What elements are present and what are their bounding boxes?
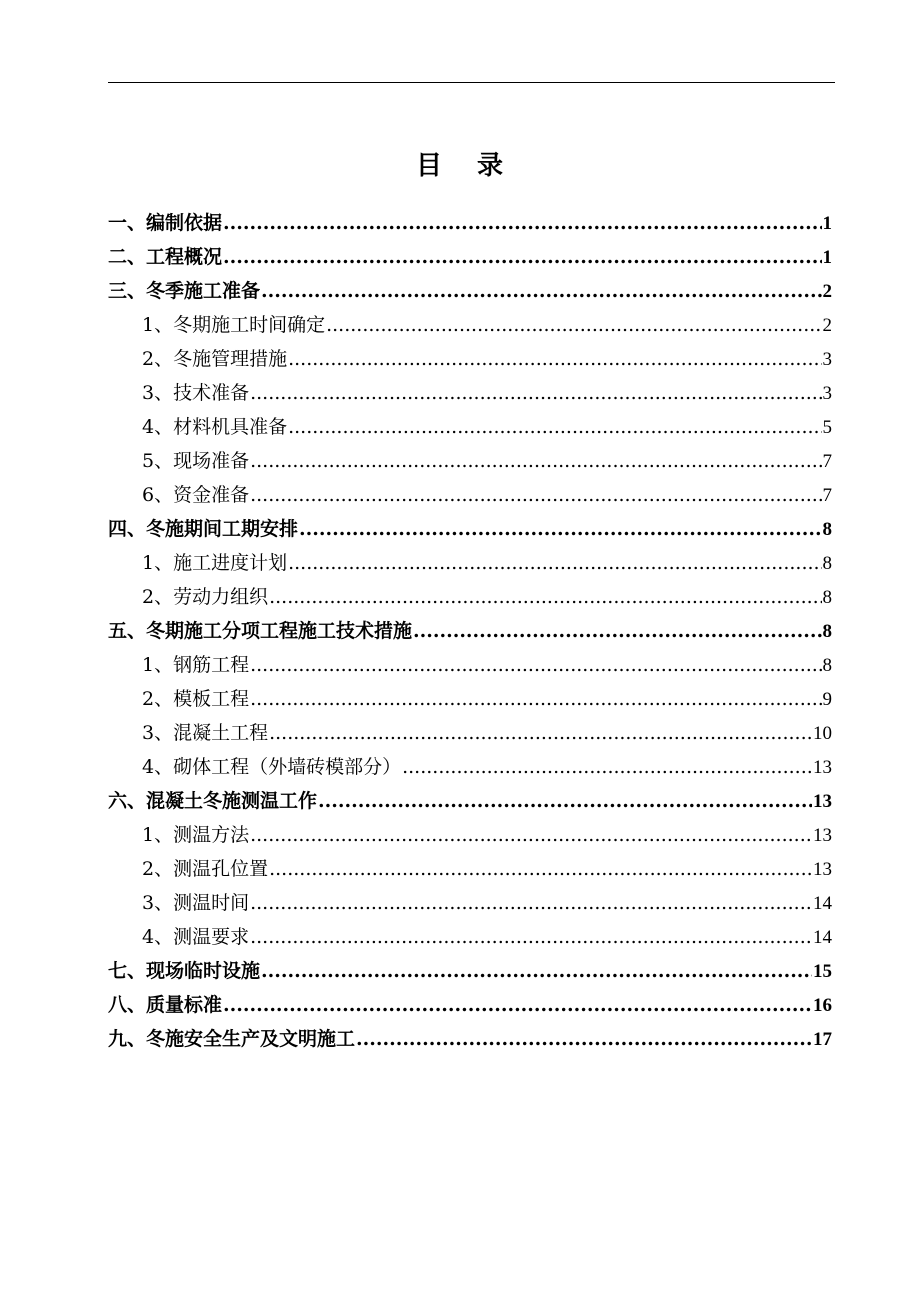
toc-page-number: 8 — [822, 655, 832, 676]
toc-entry-label: 4、测温要求 — [142, 926, 250, 948]
toc-dot-leader — [288, 546, 821, 580]
toc-entry-label: 3、测温时间 — [142, 892, 250, 914]
toc-page-number: 16 — [813, 995, 832, 1016]
toc-entry-label: 八、质量标准 — [108, 994, 223, 1016]
toc-subsection-entry[interactable] — [108, 580, 832, 614]
toc-entry-label: 1、施工进度计划 — [142, 552, 288, 574]
toc-page-number: 14 — [813, 927, 832, 948]
toc-entry-label: 1、钢筋工程 — [142, 654, 250, 676]
toc-entry-label: 2、模板工程 — [142, 688, 250, 710]
toc-dot-leader — [250, 478, 821, 512]
toc-dot-leader — [223, 206, 821, 240]
toc-subsection-entry[interactable] — [108, 410, 832, 444]
toc-dot-leader — [269, 580, 821, 614]
toc-dot-leader — [250, 648, 821, 682]
toc-subsection-entry[interactable] — [108, 852, 832, 886]
toc-entry-label: 三、冬季施工准备 — [108, 280, 261, 302]
toc-entry-label: 2、劳动力组织 — [142, 586, 269, 608]
toc-subsection-entry[interactable] — [108, 920, 832, 954]
toc-entry-label: 5、现场准备 — [142, 450, 250, 472]
toc-page-number: 17 — [813, 1029, 832, 1050]
toc-dot-leader — [402, 750, 812, 784]
toc-page-number: 1 — [822, 247, 832, 268]
toc-page-number: 8 — [822, 621, 832, 642]
header-rule — [108, 82, 835, 83]
toc-page-number: 10 — [813, 723, 832, 744]
toc-entry-label: 6、资金准备 — [142, 484, 250, 506]
toc-subsection-entry[interactable] — [108, 342, 832, 376]
toc-section-entry[interactable] — [108, 274, 832, 308]
toc-dot-leader — [288, 410, 821, 444]
toc-page-number: 13 — [813, 791, 832, 812]
toc-entry-label: 4、砌体工程（外墙砖模部分） — [142, 756, 402, 778]
toc-dot-leader — [250, 886, 812, 920]
toc-page-number: 1 — [822, 213, 832, 234]
toc-dot-leader — [250, 920, 812, 954]
toc-entry-label: 七、现场临时设施 — [108, 960, 261, 982]
toc-dot-leader — [326, 308, 821, 342]
toc-dot-leader — [261, 954, 812, 988]
toc-subsection-entry[interactable] — [108, 444, 832, 478]
page-title — [0, 146, 920, 186]
toc-dot-leader — [261, 274, 821, 308]
toc-dot-leader — [250, 444, 821, 478]
toc-page-number: 8 — [822, 587, 832, 608]
toc-dot-leader — [269, 716, 812, 750]
toc-page-number: 7 — [822, 485, 832, 506]
toc-page-number: 14 — [813, 893, 832, 914]
toc-section-entry[interactable] — [108, 614, 832, 648]
toc-page-number: 13 — [813, 825, 832, 846]
toc-subsection-entry[interactable] — [108, 546, 832, 580]
toc-dot-leader — [299, 512, 821, 546]
toc-section-entry[interactable] — [108, 988, 832, 1022]
toc-subsection-entry[interactable] — [108, 716, 832, 750]
toc-section-entry[interactable] — [108, 206, 832, 240]
toc-page-number: 13 — [813, 859, 832, 880]
toc-page-number: 8 — [822, 553, 832, 574]
toc-entry-label: 2、测温孔位置 — [142, 858, 269, 880]
toc-section-entry[interactable] — [108, 1022, 832, 1056]
toc-entry-label: 五、冬期施工分项工程施工技术措施 — [108, 620, 413, 642]
toc-entry-label: 1、冬期施工时间确定 — [142, 314, 326, 336]
toc-entry-label: 2、冬施管理措施 — [142, 348, 288, 370]
toc-subsection-entry[interactable] — [108, 376, 832, 410]
toc-page-number: 7 — [822, 451, 832, 472]
toc-section-entry[interactable] — [108, 784, 832, 818]
toc-list — [108, 206, 832, 1056]
toc-dot-leader — [250, 682, 821, 716]
toc-page-number: 8 — [822, 519, 832, 540]
toc-dot-leader — [250, 818, 812, 852]
toc-subsection-entry[interactable] — [108, 750, 832, 784]
toc-dot-leader — [269, 852, 812, 886]
toc-entry-label: 一、编制依据 — [108, 212, 223, 234]
toc-subsection-entry[interactable] — [108, 308, 832, 342]
toc-subsection-entry[interactable] — [108, 886, 832, 920]
toc-entry-label: 1、测温方法 — [142, 824, 250, 846]
toc-page-number: 3 — [822, 383, 832, 404]
toc-subsection-entry[interactable] — [108, 478, 832, 512]
toc-subsection-entry[interactable] — [108, 648, 832, 682]
toc-page-number: 3 — [822, 349, 832, 370]
page-title-char-2: 录 — [477, 151, 505, 181]
toc-section-entry[interactable] — [108, 512, 832, 546]
toc-entry-label: 二、工程概况 — [108, 246, 223, 268]
toc-entry-label: 3、混凝土工程 — [142, 722, 269, 744]
toc-dot-leader — [356, 1022, 812, 1056]
toc-dot-leader — [318, 784, 812, 818]
toc-entry-label: 四、冬施期间工期安排 — [108, 518, 299, 540]
toc-entry-label: 4、材料机具准备 — [142, 416, 288, 438]
toc-page-number: 2 — [822, 281, 832, 302]
toc-subsection-entry[interactable] — [108, 818, 832, 852]
toc-entry-label: 3、技术准备 — [142, 382, 250, 404]
toc-dot-leader — [223, 240, 821, 274]
toc-section-entry[interactable] — [108, 954, 832, 988]
toc-dot-leader — [223, 988, 812, 1022]
toc-dot-leader — [413, 614, 821, 648]
toc-page-number: 9 — [822, 689, 832, 710]
toc-entry-label: 六、混凝土冬施测温工作 — [108, 790, 318, 812]
toc-page-number: 13 — [813, 757, 832, 778]
toc-entry-label: 九、冬施安全生产及文明施工 — [108, 1028, 356, 1050]
toc-section-entry[interactable] — [108, 240, 832, 274]
toc-page-number: 15 — [813, 961, 832, 982]
toc-dot-leader — [288, 342, 821, 376]
toc-page-number: 5 — [822, 417, 832, 438]
page-title-char-1: 目 — [415, 151, 443, 181]
toc-dot-leader — [250, 376, 821, 410]
toc-page-number: 2 — [822, 315, 832, 336]
toc-subsection-entry[interactable] — [108, 682, 832, 716]
